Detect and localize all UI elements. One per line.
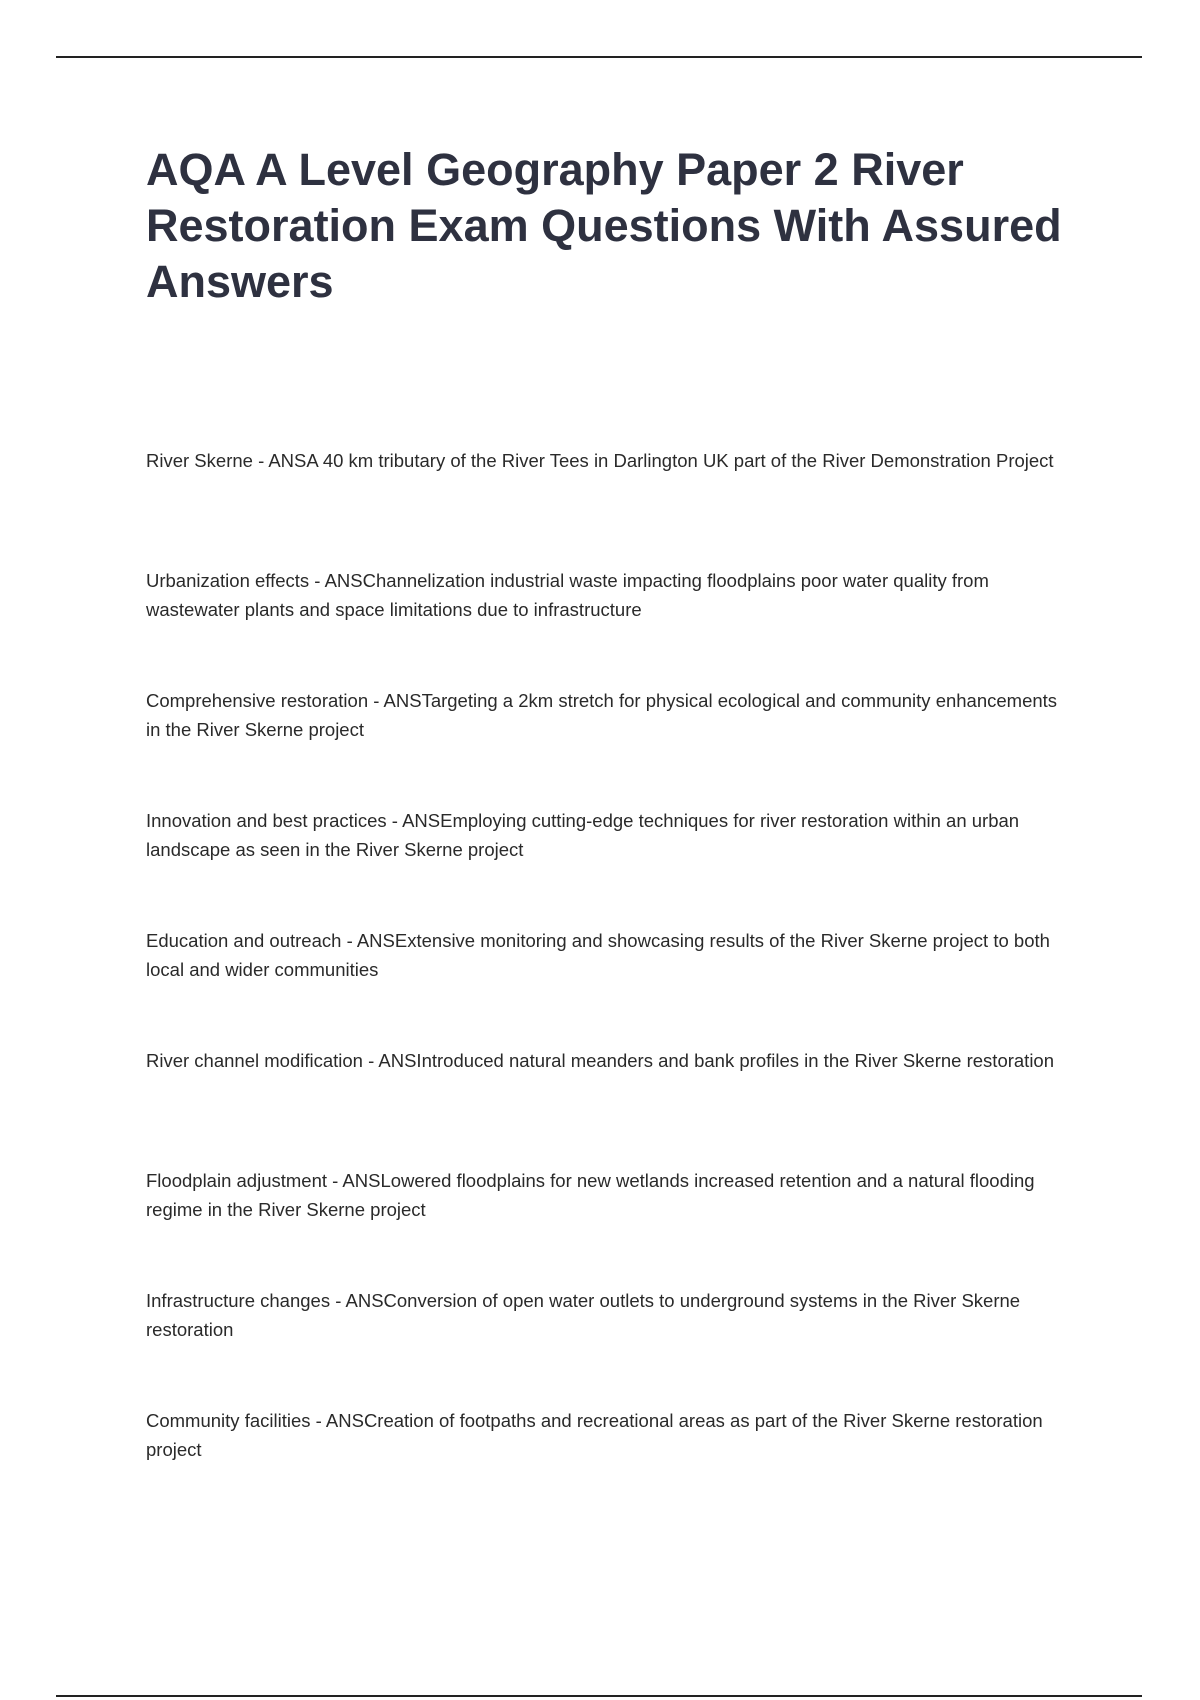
bottom-divider (56, 1695, 1142, 1697)
qa-item: Floodplain adjustment - ANSLowered floodplains for new wetlands increased retention and a natural flooding regime in the River Skerne project (146, 1170, 1035, 1220)
document-title: AQA A Level Geography Paper 2 River Restoration Exam Questions With Assured Answers (146, 144, 1062, 307)
qa-item: River channel modification - ANSIntroduced natural meanders and bank profiles in the River Skerne restoration (146, 1050, 1055, 1071)
qa-item: Community facilities - ANSCreation of footpaths and recreational areas as part of the River Skerne restoration project (146, 1410, 1043, 1460)
qa-item: Infrastructure changes - ANSConversion of open water outlets to underground systems in the River Skerne restoration (146, 1290, 1021, 1340)
qa-item: Urbanization effects - ANSChannelization industrial waste impacting floodplains poor water quality from wastewater plants and space limitations due to infrastructure (146, 570, 989, 620)
qa-item: Innovation and best practices - ANSEmploying cutting-edge techniques for river restoration within an urban landscape as seen in the River Skerne project (146, 810, 1020, 860)
qa-item: Education and outreach - ANSExtensive monitoring and showcasing results of the River Skerne project to both local and wider communities (146, 930, 1050, 980)
qa-item: Comprehensive restoration - ANSTargeting a 2km stretch for physical ecological and community enhancements in the River Skerne project (146, 690, 1058, 740)
qa-item: River Skerne - ANSA 40 km tributary of the River Tees in Darlington UK part of the River Demonstration Project (146, 450, 1054, 471)
top-divider (56, 56, 1142, 58)
qa-list (146, 446, 1066, 1526)
